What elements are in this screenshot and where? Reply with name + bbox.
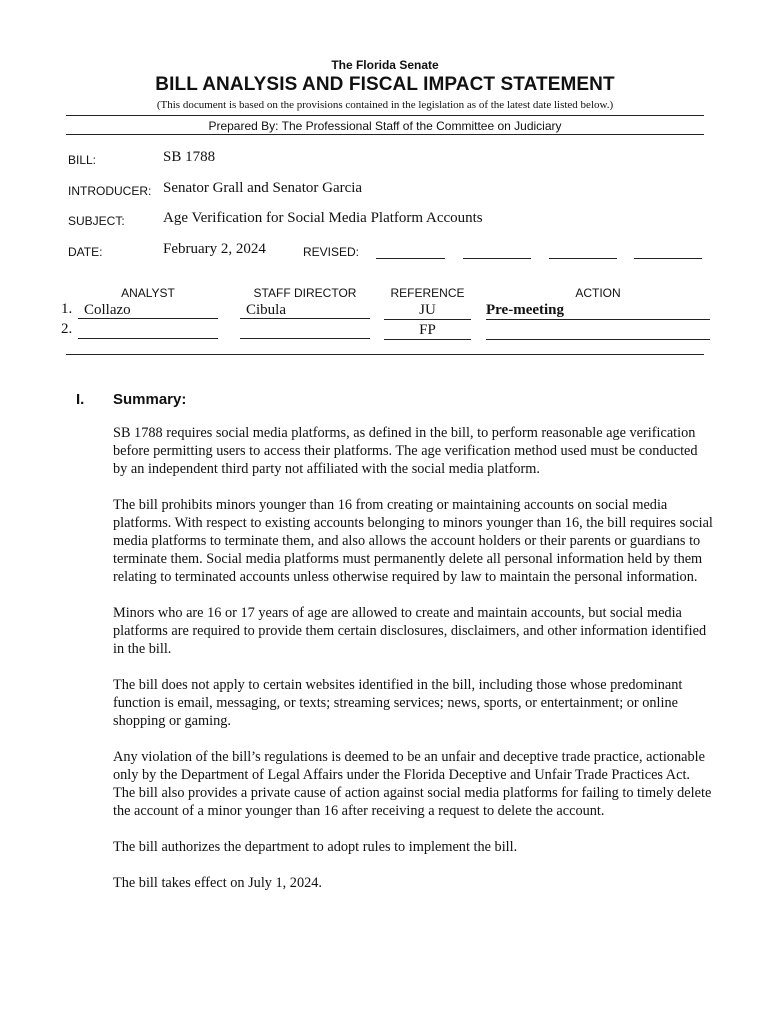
bill-value: SB 1788 [163, 149, 216, 165]
organization-name: The Florida Senate [331, 58, 439, 72]
column-header-reference: REFERENCE [390, 286, 465, 300]
bill-label: BILL: [68, 153, 97, 167]
revised-blank-1 [376, 258, 445, 259]
summary-paragraph: SB 1788 requires social media platforms, as defined in the bill, to perform reasonable age verification before permitting users to access their platforms. The age verification method used must be conducted by an independent third party not affiliated with the social media platform. [113, 425, 698, 477]
prepared-by: Prepared By: The Professional Staff of the Committee on Judiciary [208, 119, 562, 133]
document-note: (This document is based on the provisions contained in the legislation as of the latest date listed below.) [156, 99, 614, 111]
summary-paragraph: The bill prohibits minors younger than 16 from creating or maintaining accounts on social media platforms. With respect to existing accounts belonging to minors younger than 16, the bill requires social media platforms to terminate them, and also allows the account holders or their parents or guardians to terminate them. Social media platforms must permanently delete all personal information held by them relating to terminated accounts unless otherwise required by law to maintain the personal information. [113, 497, 713, 585]
row-number: 1. [61, 301, 73, 317]
introducer-value: Senator Grall and Senator Garcia [163, 180, 363, 196]
header-rule-top [66, 115, 704, 116]
revised-blank-3 [549, 258, 617, 259]
revised-blank-4 [634, 258, 702, 259]
document-header [0, 58, 770, 111]
subject-label: SUBJECT: [68, 214, 125, 228]
header-rule-bottom [66, 134, 704, 135]
document-title: BILL ANALYSIS AND FISCAL IMPACT STATEMENT [155, 74, 615, 95]
date-label: DATE: [68, 245, 103, 259]
summary-paragraph: The bill takes effect on July 1, 2024. [113, 875, 322, 891]
staff-director-cell: Cibula [240, 301, 370, 319]
summary-paragraph: The bill authorizes the department to adopt rules to implement the bill. [113, 839, 518, 855]
staff-director-cell [240, 321, 370, 339]
revised-blank-2 [463, 258, 531, 259]
analyst-cell [78, 321, 218, 339]
reference-cell: JU [384, 301, 471, 320]
table-rule-bottom [66, 354, 704, 355]
action-cell [486, 321, 710, 340]
introducer-label: INTRODUCER: [68, 184, 152, 198]
subject-value: Age Verification for Social Media Platform Accounts [163, 210, 483, 226]
column-header-analyst: ANALYST [121, 286, 175, 300]
section-title: Summary: [113, 391, 187, 408]
action-cell: Pre-meeting [486, 301, 710, 320]
summary-body [113, 424, 713, 910]
column-header-staff-director: STAFF DIRECTOR [253, 286, 357, 300]
date-value: February 2, 2024 [163, 241, 266, 257]
section-number: I. [76, 391, 85, 408]
reference-cell: FP [384, 321, 471, 340]
row-number: 2. [61, 321, 73, 337]
summary-paragraph: Minors who are 16 or 17 years of age are allowed to create and maintain accounts, but social media platforms are required to provide them certain disclosures, disclaimers, and other information identified in the bill. [113, 605, 707, 657]
revised-label: REVISED: [303, 245, 360, 259]
summary-paragraph: Any violation of the bill’s regulations is deemed to be an unfair and deceptive trade practice, actionable only by the Department of Legal Affairs under the Florida Deceptive and Unfair Trade Practices Act. The bill also provides a private cause of action against social media platforms for failing to timely delete the account of a minor younger than 16 after receiving a request to delete the account. [113, 749, 712, 819]
analyst-cell: Collazo [78, 301, 218, 319]
summary-paragraph: The bill does not apply to certain websites identified in the bill, including those whose predominant function is email, messaging, or texts; streaming services; news, sports, or entertainment; or online shopping or gaming. [113, 677, 683, 729]
column-header-action: ACTION [575, 286, 621, 300]
